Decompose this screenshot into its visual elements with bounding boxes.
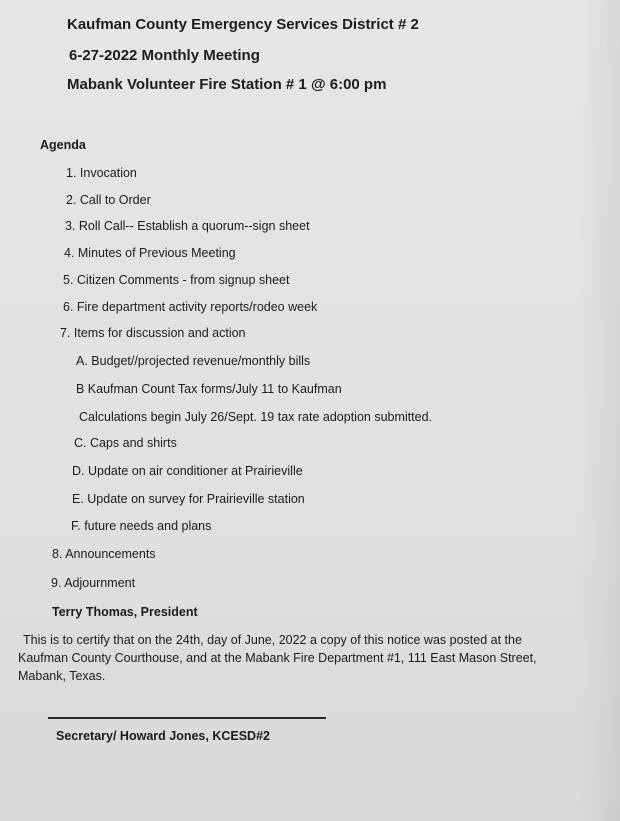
certification-line: This is to certify that on the 24th, day of June, 2022 a copy of this notice was posted at the <box>23 633 522 647</box>
agenda-subitem: B Kaufman Count Tax forms/July 11 to Kaufman <box>76 382 342 396</box>
agenda-heading: Agenda <box>40 138 86 152</box>
agenda-subitem: C. Caps and shirts <box>74 436 177 450</box>
page-shadow <box>580 0 620 821</box>
district-title: Kaufman County Emergency Services District # 2 <box>67 16 419 33</box>
president-signature: Terry Thomas, President <box>52 605 198 619</box>
meeting-location: Mabank Volunteer Fire Station # 1 @ 6:00 pm <box>67 76 387 93</box>
secretary-signature: Secretary/ Howard Jones, KCESD#2 <box>56 729 270 743</box>
agenda-item: 4. Minutes of Previous Meeting <box>64 246 236 260</box>
agenda-item: 5. Citizen Comments - from signup sheet <box>63 273 290 287</box>
agenda-item: 3. Roll Call-- Establish a quorum--sign sheet <box>65 219 310 233</box>
agenda-subitem: D. Update on air conditioner at Prairieville <box>72 464 303 478</box>
agenda-subitem: E. Update on survey for Prairieville station <box>72 492 305 506</box>
agenda-subitem-detail: Calculations begin July 26/Sept. 19 tax rate adoption submitted. <box>79 410 432 424</box>
agenda-item: 7. Items for discussion and action <box>60 326 246 340</box>
agenda-item: 1. Invocation <box>66 166 137 180</box>
agenda-item: 9. Adjournment <box>51 576 136 590</box>
agenda-subitem: A. Budget//projected revenue/monthly bills <box>76 354 311 368</box>
agenda-subitem: F. future needs and plans <box>71 519 212 533</box>
certification-line: Mabank, Texas. <box>18 669 106 683</box>
agenda-item: 6. Fire department activity reports/rodeo week <box>63 300 318 314</box>
certification-line: Kaufman County Courthouse, and at the Mabank Fire Department #1, 111 East Mason Street, <box>18 651 537 665</box>
signature-line <box>48 717 326 719</box>
agenda-item: 2. Call to Order <box>66 193 151 207</box>
meeting-date: 6-27-2022 Monthly Meeting <box>69 47 260 64</box>
agenda-item: 8. Announcements <box>52 547 156 561</box>
